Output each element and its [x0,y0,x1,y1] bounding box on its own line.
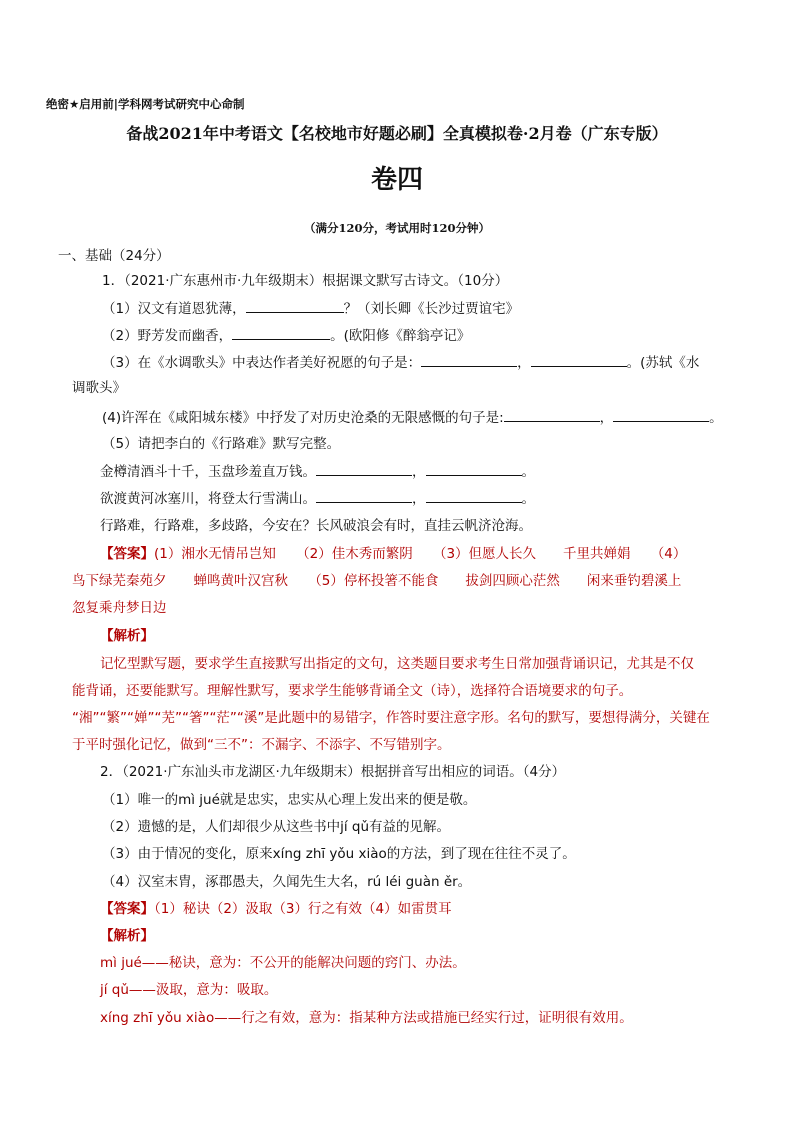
q2-item-3: （3）由于情况的变化，原来xíng zhī yǒu xiào的方法，到了现在往往不灵了。 [102,846,576,862]
answer-blank[interactable] [316,488,412,503]
poem-end: 。 [521,464,535,480]
q2-analysis-line-1: mì jué——秘诀，意为：不公开的能解决问题的窍门、办法。 [100,955,466,971]
q1-analysis-line-4: 于平时强化记忆，做到“三不”：不漏字、不添字、不写错别字。 [72,737,451,753]
answer-blank[interactable] [316,461,412,476]
q1-item-1-text-a: （1）汉文有道恩犹薄， [102,301,246,317]
poem-line-2 [100,488,535,509]
score-note: （满分120分，考试用时120分钟） [303,221,490,235]
q1-item-1 [102,298,519,319]
q1-item-4-sep: ， [599,410,614,426]
answer-blank[interactable] [246,298,344,313]
poem-line-2-text: 欲渡黄河冰塞川，将登太行雪满山。 [100,491,316,507]
answer-blank[interactable] [504,407,600,422]
answer-label: 【答案】 [100,546,154,562]
q2-analysis-line-3: xíng zhī yǒu xiào——行之有效，意为：指某种方法或措施已经实行过，证明很有效用。 [100,1010,633,1026]
q1-item-3-cont: 调歌头》 [72,380,126,396]
q1-answer-line-3: 忽复乘舟梦日边 [72,600,167,616]
q2-item-1: （1）唯一的mì jué就是忠实，忠实从心理上发出来的便是敬。 [102,792,477,808]
paper-subtitle: 卷四 [370,165,423,195]
poem-sep: ， [412,464,426,480]
poem-end: 。 [521,491,535,507]
poem-line-1-text: 金樽清酒斗十千，玉盘珍羞直万钱。 [100,464,316,480]
q1-analysis-line-1: 记忆型默写题，要求学生直接默写出指定的文句，这类题目要求考生日常加强背诵识记，尤其是不仅 [100,656,694,672]
q1-answer-text-1: (1）湘水无情吊岂知 （2）佳木秀而繁阴 （3）但愿人长久 千里共婵娟 （4） [154,546,687,562]
q2-answer-text: （1）秘诀（2）汲取（3）行之有效（4）如雷贯耳 [154,901,452,917]
q1-item-3-sep: ， [517,355,531,371]
answer-label: 【答案】 [100,901,154,917]
answer-blank[interactable] [531,352,627,367]
q1-item-4-end: 。 [709,410,723,426]
poem-sep: ， [412,491,426,507]
q2-analysis-label: 【解析】 [100,928,154,944]
q1-item-4 [102,407,723,428]
q1-answer-line-1 [100,544,686,564]
q1-stem: 1．（2021·广东惠州市·九年级期末）根据课文默写古诗文。（10分） [102,273,509,289]
q1-item-2 [102,325,470,346]
q1-analysis-label: 【解析】 [100,628,154,644]
q2-stem: 2．（2021·广东汕头市龙湖区·九年级期末）根据拼音写出相应的词语。（4分） [100,764,566,780]
q2-analysis-line-2: jí qǔ——汲取，意为：吸取。 [100,982,278,998]
q1-item-3-text-b: 。(苏轼《水 [626,355,700,371]
q1-item-2-text-a: （2）野芳发而幽香， [102,328,233,344]
answer-blank[interactable] [232,325,330,340]
section-heading: 一、基础（24分） [58,248,170,264]
q1-analysis-line-3: “湘”“繁”“婵”“芜”“箸”“茫”“溪”是此题中的易错字，作答时要注意字形。名句的默写，要想得满分，关键在 [72,710,710,726]
q2-answer [100,899,452,919]
secret-header: 绝密★启用前|学科网考试研究中心命制 [46,97,245,111]
answer-blank[interactable] [613,407,709,422]
q1-item-2-text-b: 。(欧阳修《醉翁亭记》 [330,328,471,344]
q1-item-4-text-a: (4)许浑在《咸阳城东楼》中抒发了对历史沧桑的无限感慨的句子是: [102,410,504,426]
q1-analysis-line-2: 能背诵，还要能默写。理解性默写，要求学生能够背诵全文（诗），选择符合语境要求的句子。 [72,683,633,699]
answer-blank[interactable] [421,352,517,367]
q1-item-5: （5）请把李白的《行路难》默写完整。 [102,436,341,452]
q2-item-4: （4）汉室末胄，涿郡愚夫，久闻先生大名，rú léi guàn ěr。 [102,874,472,890]
q1-answer-line-2: 鸟下绿芜秦苑夕 蝉鸣黄叶汉宫秋 （5）停杯投箸不能食 拔剑四顾心茫然 闲来垂钓碧溪上 [72,573,682,589]
q2-item-2: （2）遗憾的是，人们却很少从这些书中jí qǔ有益的见解。 [102,819,451,835]
paper-title: 备战2021年中考语文【名校地市好题必刷】全真模拟卷·2月卷（广东专版） [126,124,668,143]
poem-line-1 [100,461,535,482]
q1-item-3-text-a: （3）在《水调歌头》中表达作者美好祝愿的句子是： [102,355,422,371]
answer-blank[interactable] [426,461,522,476]
answer-blank[interactable] [426,488,522,503]
q1-item-3 [102,352,699,373]
q1-item-1-text-b: ？（刘长卿《长沙过贾谊宅》 [343,301,520,317]
poem-line-3: 行路难，行路难，多歧路，今安在？长风破浪会有时，直挂云帆济沧海。 [100,518,532,534]
